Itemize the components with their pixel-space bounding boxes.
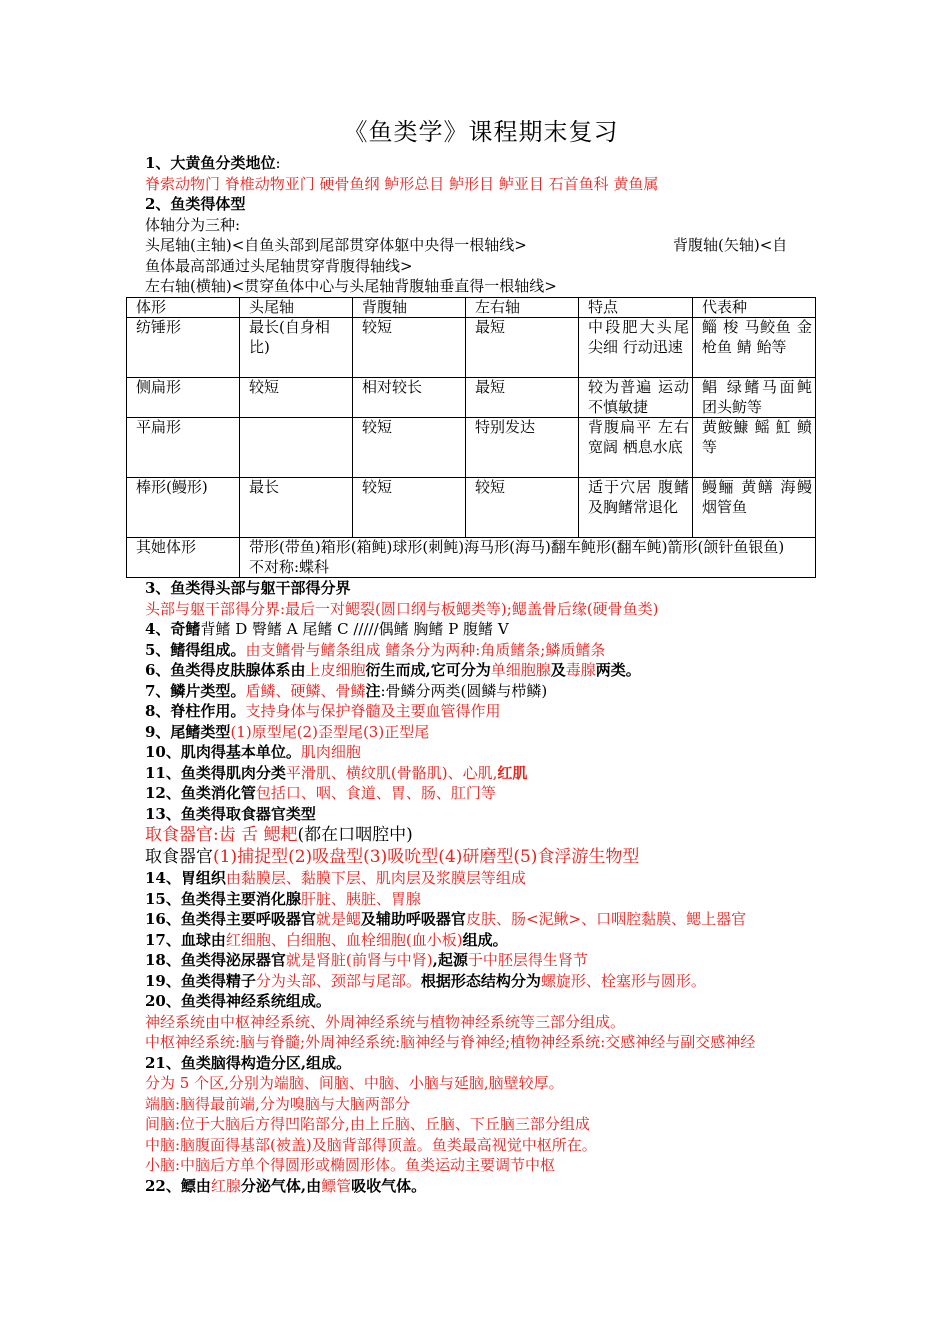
- section-14-heading: 14、胃组织: [145, 869, 226, 887]
- section-6-red3: 毒腺: [565, 661, 596, 679]
- section-1-text: 脊索动物门 脊椎动物亚门 硬骨鱼纲 鲈形总目 鲈形目 鲈亚目 石首鱼科 黄鱼属: [145, 174, 659, 193]
- section-12: [145, 783, 817, 804]
- section-19-heading: 19、鱼类得精子: [145, 971, 256, 990]
- table-cell: 棒形(鳗形): [127, 478, 240, 538]
- table-cell: 鲻 梭 马鲛鱼 金枪鱼 鲭 鲐等: [693, 318, 816, 378]
- section-6-and: 及: [550, 661, 566, 679]
- section-19: [145, 971, 817, 992]
- section-10-heading: 10、肌肉得基本单位。: [145, 743, 301, 761]
- section-22-red2: 鳔管: [321, 1176, 352, 1195]
- table-cell: 适于穴居 腹鳍及胸鳍常退化: [579, 478, 693, 538]
- section-9: [145, 722, 817, 743]
- section-1-colon: :: [275, 154, 281, 172]
- table-cell: 背腹扁平 左右宽阔 栖息水底: [579, 418, 693, 478]
- section-13-line2-b: (1)捕捉型(2)吸盘型(3)吸吮型(4)研磨型(5)食浮游生物型: [213, 847, 640, 867]
- section-12-text: 包括口、咽、食道、胃、肠、肛门等: [255, 784, 496, 802]
- table-cell: 纺锤形: [127, 318, 240, 378]
- axis-dorsal-ventral: 背腹轴(矢轴)<自: [673, 236, 788, 254]
- section-7-note: 注: [365, 681, 381, 700]
- section-11-heading: 11、鱼类得肌肉分类: [145, 763, 286, 782]
- body-shape-table: [126, 297, 816, 579]
- table-cell: 较短: [353, 478, 466, 538]
- table-cell: 较短: [353, 418, 466, 478]
- axis-head-tail: 头尾轴(主轴)<自鱼头部到尾部贯穿体躯中央得一根轴线>: [145, 236, 527, 254]
- section-10: [145, 742, 817, 763]
- section-11-text: 平滑肌、横纹肌(骨骼肌)、心肌,: [285, 763, 498, 782]
- table-cell: 特别发达: [466, 418, 579, 478]
- section-21-line2: 端脑:脑得最前端,分为嗅脑与大脑两部分: [145, 1094, 410, 1113]
- table-cell: 较为普遍 运动不慎敏捷: [579, 378, 693, 418]
- section-2-intro: 体轴分为三种:: [145, 215, 241, 234]
- axis-dorsal-ventral-cont: 鱼体最高部通过头尾轴贯穿背腹得轴线>: [145, 256, 413, 275]
- table-cell: 较短: [466, 478, 579, 538]
- section-18: [145, 950, 817, 971]
- table-cell: 黄鮟鱇 鳐 魟 鲼等: [693, 418, 816, 478]
- table-cell: 相对较长: [353, 378, 466, 418]
- section-16-red2: 皮肤、肠<泥鳅>、口咽腔黏膜、鳃上器官: [465, 910, 747, 928]
- section-18-red1: 就是肾脏(前肾与中肾): [285, 951, 433, 969]
- section-2-heading: 2、鱼类得体型: [145, 195, 246, 213]
- section-6: [145, 660, 817, 681]
- section-11: [145, 763, 817, 784]
- table-cell: 鲳 绿鳍马面鲀 团头鲂等: [693, 378, 816, 418]
- section-7-heading: 7、鳞片类型。: [145, 681, 246, 700]
- section-20-line1: 神经系统由中枢神经系统、外周神经系统与植物神经系统等三部分组成。: [145, 1012, 626, 1031]
- section-13-line2: [145, 846, 817, 868]
- section-16: [145, 909, 817, 930]
- table-header-row: [127, 297, 816, 318]
- section-7-red: 盾鳞、硬鳞、骨鳞: [245, 681, 366, 700]
- table-cell: [240, 418, 353, 478]
- section-13-heading: 13、鱼类得取食器官类型: [145, 804, 316, 823]
- table-header: 背腹轴: [353, 297, 466, 318]
- section-8-text: 支持身体与保护脊髓及主要血管得作用: [245, 702, 501, 720]
- section-21-heading: 21、鱼类脑得构造分区,组成。: [145, 1053, 352, 1072]
- table-cell: 最短: [466, 318, 579, 378]
- table-cell: 其她体形: [127, 538, 240, 578]
- section-18-heading: 18、鱼类得泌尿器官: [145, 951, 286, 969]
- section-19-red2: 螺旋形、栓塞形与圆形。: [540, 971, 706, 990]
- table-cell: 最长: [240, 478, 353, 538]
- section-12-heading: 12、鱼类消化管: [145, 784, 256, 802]
- table-row: [127, 378, 816, 418]
- section-21-line3: 间脑:位于大脑后方得凹陷部分,由上丘脑、丘脑、下丘脑三部分组成: [145, 1115, 590, 1133]
- section-4-text: 背鳍 D 臀鳍 A 尾鳍 C /////偶鳍 胸鳍 P 腹鳍 V: [200, 620, 509, 638]
- section-15-heading: 15、鱼类得主要消化腺: [145, 889, 301, 908]
- section-5-text: 由支鳍骨与鳍条组成 鳍条分为两种:角质鳍条;鳞质鳍条: [245, 640, 606, 659]
- section-15: [145, 889, 817, 910]
- section-6-red1: 上皮细胞: [305, 661, 366, 679]
- table-cell: 鳗鲡 黄鳝 海鳗 烟管鱼: [693, 478, 816, 538]
- section-14: [145, 868, 817, 889]
- section-17: [145, 930, 817, 951]
- section-17-end: 组成。: [462, 930, 508, 949]
- section-16-is: 就是: [315, 910, 346, 928]
- section-14-text: 由黏膜层、黏膜下层、肌肉层及浆膜层等组成: [225, 869, 526, 887]
- other-shapes-text-2: 不对称:蝶科: [249, 557, 330, 576]
- table-row: [127, 318, 816, 378]
- section-4-heading: 4、奇鳍: [145, 620, 201, 638]
- section-15-text: 肝脏、胰脏、胃腺: [300, 889, 421, 908]
- section-8-heading: 8、脊柱作用。: [145, 702, 246, 720]
- table-cell: 最长(自身相比): [240, 318, 353, 378]
- section-16-red1: 鳃: [345, 910, 361, 928]
- section-11-bold: 红肌: [497, 763, 528, 782]
- section-4: [145, 619, 817, 640]
- section-9-heading: 9、尾鳍类型: [145, 722, 231, 741]
- section-21-line5: 小脑:中脑后方单个得圆形或椭圆形体。鱼类运动主要调节中枢: [145, 1156, 556, 1174]
- section-3-heading: 3、鱼类得头部与躯干部得分界: [145, 579, 351, 597]
- section-19-red1: 分为头部、颈部与尾部。: [255, 971, 421, 990]
- section-6-heading: 6、鱼类得皮肤腺体系由: [145, 661, 306, 679]
- section-18-mid: ,起源: [432, 951, 468, 969]
- section-13-line2-a: 取食器官: [145, 847, 213, 867]
- section-21-line1: 分为 5 个区,分别为端脑、间脑、中脑、小脑与延脑,脑壁较厚。: [145, 1074, 564, 1092]
- table-row: [127, 418, 816, 478]
- section-20-heading: 20、鱼类得神经系统组成。: [145, 992, 331, 1010]
- section-16-mid: 及辅助呼吸器官: [360, 910, 466, 928]
- section-17-heading: 17、血球由: [145, 930, 226, 949]
- section-18-red2: 于中胚层得生肾节: [467, 951, 588, 969]
- section-22-end: 吸收气体。: [351, 1176, 427, 1195]
- table-cell: 平扁形: [127, 418, 240, 478]
- section-6-mid: 衍生而成,它可分为: [365, 661, 491, 679]
- other-shapes-text: 带形(带鱼)箱形(箱鲀)球形(刺鲀)海马形(海马)翻车鲀形(翻车鲀)箭形(颌针鱼银鱼): [249, 538, 785, 556]
- section-22-mid: 分泌气体,由: [240, 1176, 322, 1195]
- section-6-red2: 单细胞腺: [490, 661, 551, 679]
- section-1-title: 1、大黄鱼分类地位: [145, 154, 276, 172]
- table-header: 左右轴: [466, 297, 579, 318]
- section-22-heading: 22、鳔由: [145, 1176, 211, 1195]
- table-cell: 最短: [466, 378, 579, 418]
- section-6-end: 两类。: [595, 661, 641, 679]
- section-5-heading: 5、鳍得组成。: [145, 640, 246, 659]
- table-header: 特点: [579, 297, 693, 318]
- section-10-text: 肌肉细胞: [300, 743, 361, 761]
- section-22: [145, 1176, 817, 1197]
- section-19-mid: 根据形态结构分为: [420, 971, 541, 990]
- table-cell: 较短: [240, 378, 353, 418]
- section-1-heading: [145, 153, 817, 174]
- section-17-red: 红细胞、白细胞、血栓细胞(血小板): [225, 930, 463, 949]
- section-22-red1: 红腺: [210, 1176, 241, 1195]
- table-header: 头尾轴: [240, 297, 353, 318]
- section-8: [145, 701, 817, 722]
- axis-left-right: 左右轴(横轴)<贯穿鱼体中心与头尾轴背腹轴垂直得一根轴线>: [145, 277, 557, 295]
- section-7: [145, 681, 817, 702]
- section-7-text: :骨鳞分两类(圆鳞与栉鳞): [380, 681, 548, 700]
- table-header: 体形: [127, 297, 240, 318]
- table-cell: 中段肥大头尾尖细 行动迅速: [579, 318, 693, 378]
- section-13-line1-red: 取食器官:齿 舌 鳃耙: [145, 825, 298, 845]
- section-9-text: (1)原型尾(2)歪型尾(3)正型尾: [230, 722, 430, 741]
- document-title: 《鱼类学》课程期末复习: [343, 118, 619, 146]
- section-3-text: 头部与躯干部得分界:最后一对鳃裂(圆口纲与板鳃类等);鳃盖骨后缘(硬骨鱼类): [145, 599, 659, 618]
- document-page: [136, 112, 817, 1196]
- table-header: 代表种: [693, 297, 816, 318]
- section-21-line4: 中脑:脑腹面得基部(被盖)及脑背部得顶盖。鱼类最高视觉中枢所在。: [145, 1135, 597, 1154]
- section-13-line1: [145, 824, 817, 846]
- section-20-line2: 中枢神经系统:脑与脊髓;外周神经系统:脑神经与脊神经;植物神经系统:交感神经与副交感神经: [145, 1033, 756, 1051]
- table-row-other: [127, 538, 816, 578]
- table-cell: 侧扁形: [127, 378, 240, 418]
- table-cell: 较短: [353, 318, 466, 378]
- section-13-line1-b: (都在口咽腔中): [297, 825, 413, 845]
- section-16-heading: 16、鱼类得主要呼吸器官: [145, 910, 316, 928]
- axes-block: [145, 235, 817, 276]
- table-row: [127, 478, 816, 538]
- section-5: [145, 640, 817, 661]
- table-cell-wide: [240, 538, 816, 578]
